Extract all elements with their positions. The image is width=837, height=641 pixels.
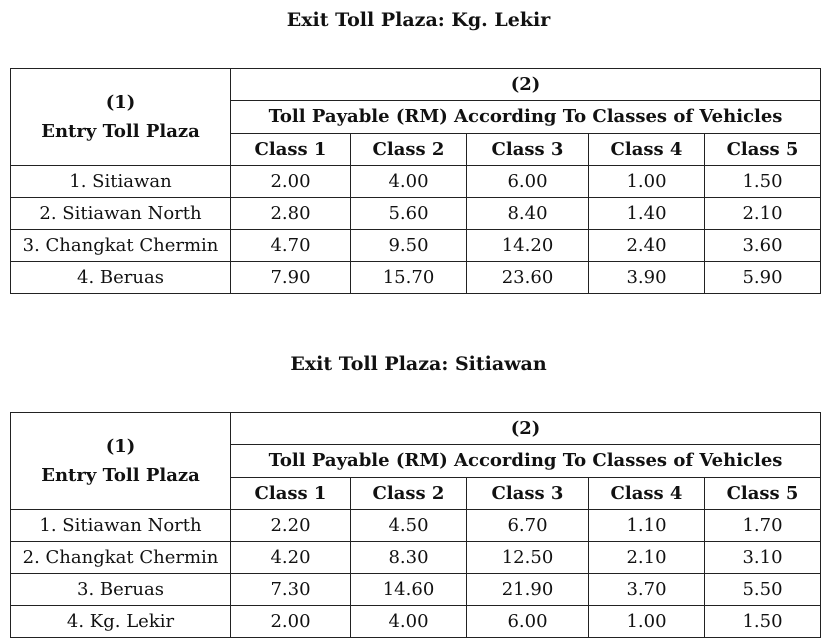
toll-value: 6.00: [467, 606, 589, 638]
toll-value: 4.50: [351, 510, 467, 542]
table-row: [11, 606, 821, 638]
entry-toll-plaza: 2. Sitiawan North: [11, 198, 231, 230]
toll-value: 1.10: [589, 510, 705, 542]
class-header: Class 3: [467, 134, 589, 166]
toll-value: 2.10: [705, 198, 821, 230]
toll-value: 2.00: [231, 606, 351, 638]
class-header: Class 5: [705, 478, 821, 510]
toll-value: 3.10: [705, 542, 821, 574]
toll-value: 12.50: [467, 542, 589, 574]
header-row: [11, 413, 821, 445]
toll-value: 6.00: [467, 166, 589, 198]
toll-table-sitiawan: [10, 412, 821, 638]
column-number: (1): [105, 436, 136, 457]
table-row: [11, 262, 821, 294]
toll-value: 4.00: [351, 166, 467, 198]
toll-value: 3.70: [589, 574, 705, 606]
class-header: Class 1: [231, 134, 351, 166]
toll-value: 23.60: [467, 262, 589, 294]
toll-value: 6.70: [467, 510, 589, 542]
toll-payable-header: Toll Payable (RM) According To Classes of Vehicles: [231, 101, 821, 134]
toll-value: 8.40: [467, 198, 589, 230]
toll-value: 7.90: [231, 262, 351, 294]
entry-toll-plaza: 2. Changkat Chermin: [11, 542, 231, 574]
entry-toll-plaza: 1. Sitiawan: [11, 166, 231, 198]
entry-toll-plaza: 1. Sitiawan North: [11, 510, 231, 542]
toll-value: 3.90: [589, 262, 705, 294]
toll-value: 2.10: [589, 542, 705, 574]
class-header: Class 1: [231, 478, 351, 510]
entry-toll-plaza: 4. Beruas: [11, 262, 231, 294]
column-label: Entry Toll Plaza: [41, 121, 200, 142]
class-header: Class 3: [467, 478, 589, 510]
toll-value: 2.20: [231, 510, 351, 542]
toll-value: 9.50: [351, 230, 467, 262]
column-number: (2): [231, 69, 821, 101]
toll-value: 5.90: [705, 262, 821, 294]
toll-value: 1.70: [705, 510, 821, 542]
toll-value: 14.60: [351, 574, 467, 606]
toll-value: 1.00: [589, 166, 705, 198]
table-row: [11, 230, 821, 262]
table-title: Exit Toll Plaza: Kg. Lekir: [286, 9, 551, 31]
class-header: Class 5: [705, 134, 821, 166]
toll-value: 2.00: [231, 166, 351, 198]
column-number: (1): [105, 92, 136, 113]
table-row: [11, 542, 821, 574]
toll-value: 21.90: [467, 574, 589, 606]
toll-value: 7.30: [231, 574, 351, 606]
table-row: [11, 166, 821, 198]
class-header: Class 2: [351, 478, 467, 510]
entry-toll-plaza-header: [11, 413, 231, 510]
toll-value: 1.50: [705, 166, 821, 198]
class-header: Class 4: [589, 478, 705, 510]
toll-value: 1.40: [589, 198, 705, 230]
table-row: [11, 510, 821, 542]
entry-toll-plaza: 3. Changkat Chermin: [11, 230, 231, 262]
toll-value: 4.70: [231, 230, 351, 262]
toll-table-kg-lekir: [10, 68, 821, 294]
toll-value: 4.00: [351, 606, 467, 638]
table-row: [11, 198, 821, 230]
entry-toll-plaza: 3. Beruas: [11, 574, 231, 606]
toll-payable-header: Toll Payable (RM) According To Classes of Vehicles: [231, 445, 821, 478]
column-label: Entry Toll Plaza: [41, 465, 200, 486]
table-row: [11, 574, 821, 606]
toll-value: 4.20: [231, 542, 351, 574]
toll-value: 1.50: [705, 606, 821, 638]
header-row: [11, 69, 821, 101]
column-number: (2): [231, 413, 821, 445]
toll-value: 3.60: [705, 230, 821, 262]
toll-value: 1.00: [589, 606, 705, 638]
entry-toll-plaza: 4. Kg. Lekir: [11, 606, 231, 638]
toll-value: 2.40: [589, 230, 705, 262]
toll-value: 5.50: [705, 574, 821, 606]
toll-value: 8.30: [351, 542, 467, 574]
toll-value: 2.80: [231, 198, 351, 230]
toll-value: 14.20: [467, 230, 589, 262]
entry-toll-plaza-header: [11, 69, 231, 166]
table-title: Exit Toll Plaza: Sitiawan: [290, 353, 547, 375]
toll-value: 5.60: [351, 198, 467, 230]
class-header: Class 2: [351, 134, 467, 166]
toll-value: 15.70: [351, 262, 467, 294]
class-header: Class 4: [589, 134, 705, 166]
